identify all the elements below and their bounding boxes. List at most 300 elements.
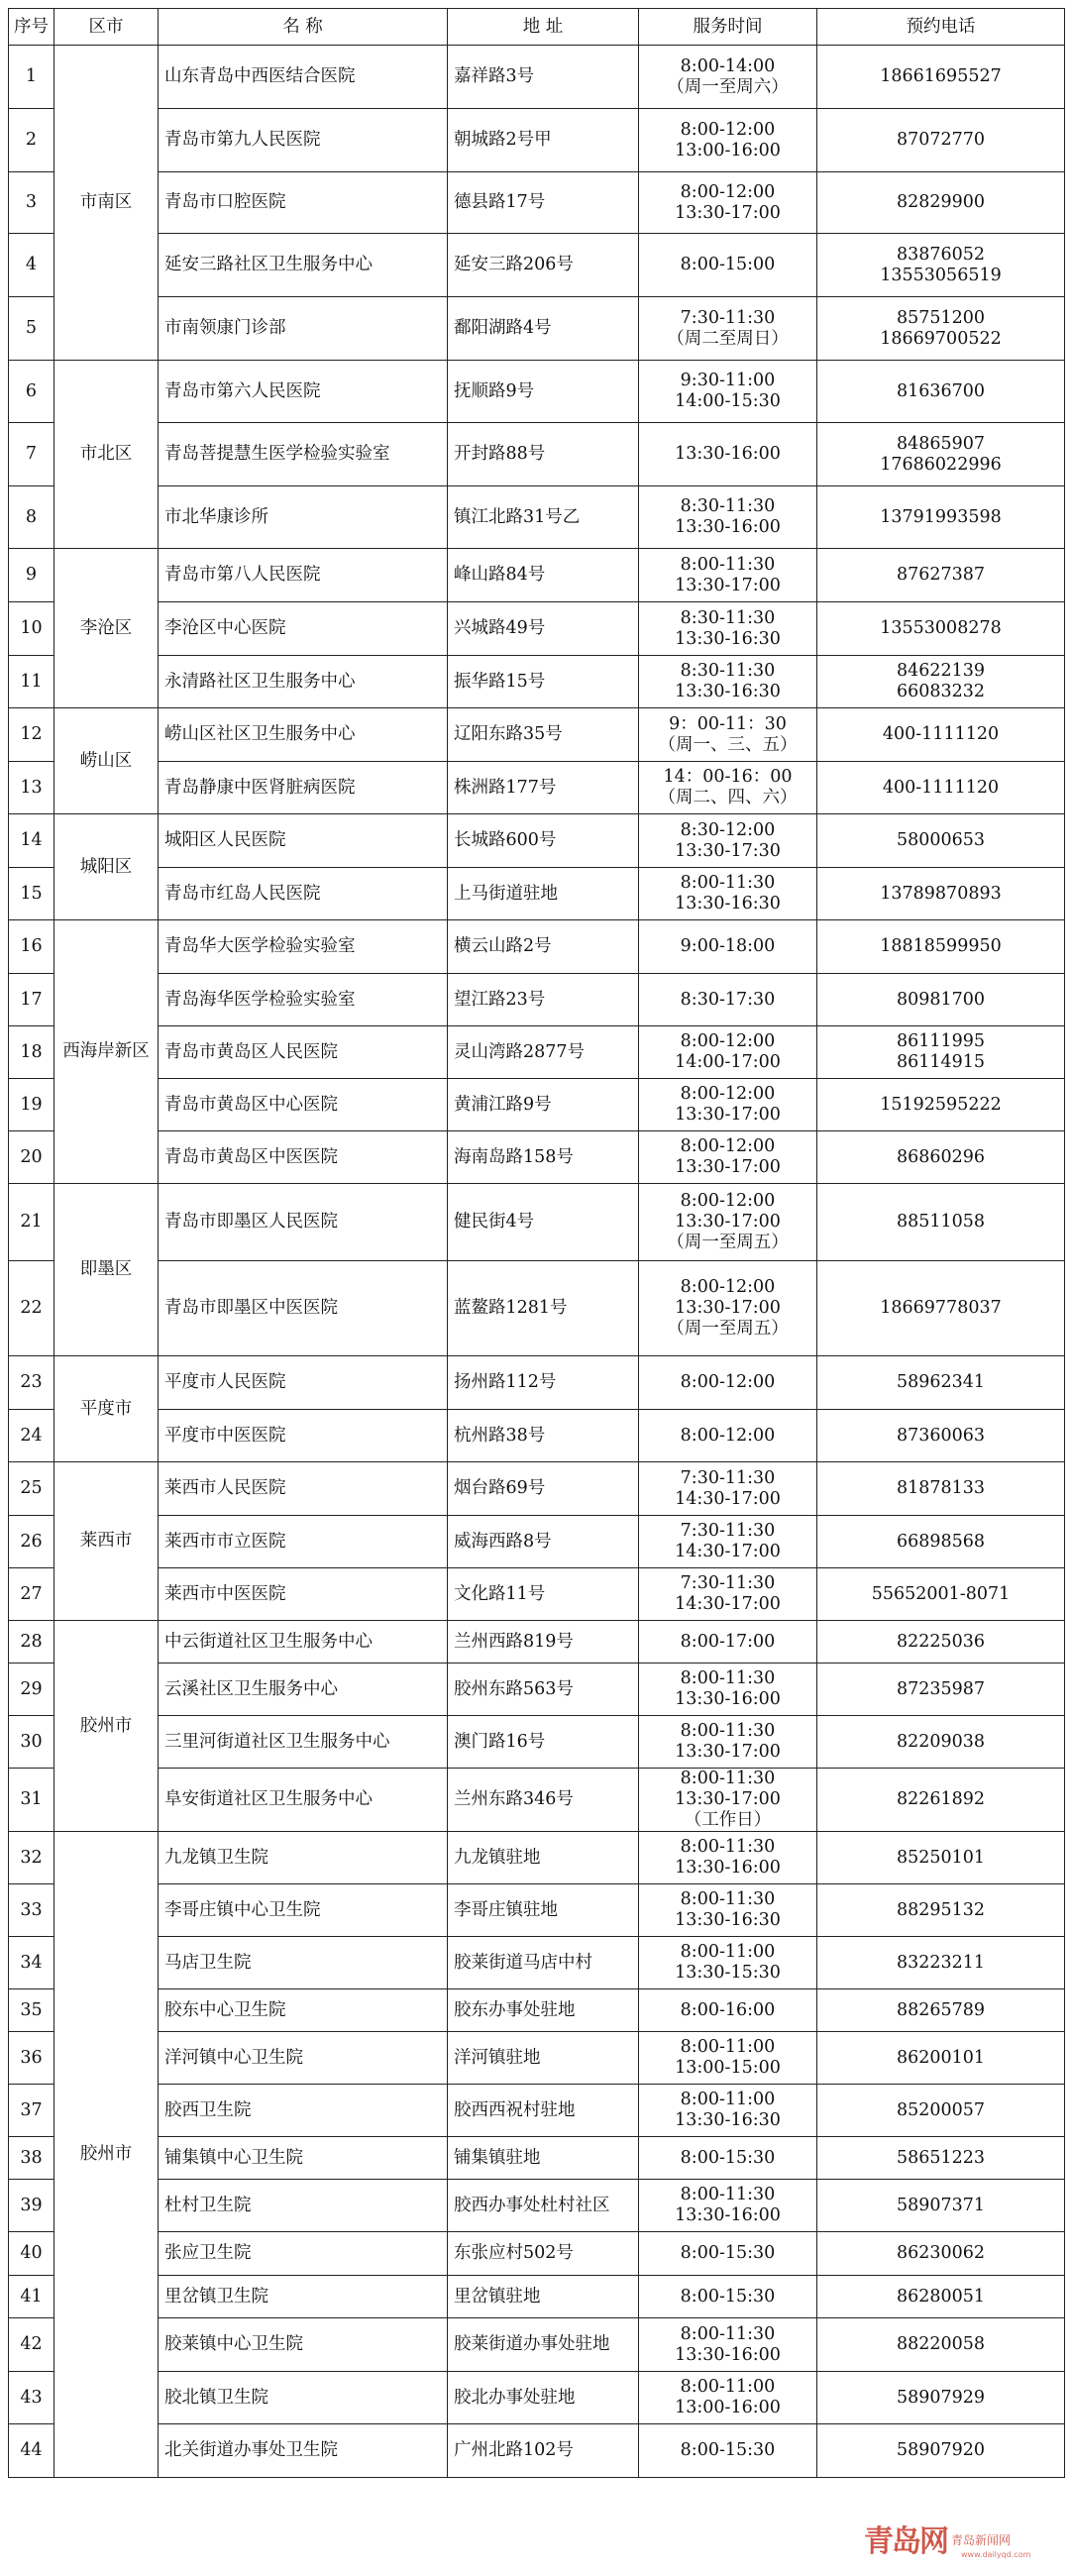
time-line: 8:00-11:30 [680,1889,776,1909]
time-line: 8:00-15:30 [680,2286,776,2307]
phone-line: 15192595222 [880,1094,1002,1115]
table-row [9,1989,1065,2032]
time-line: 8:00-15:30 [680,2440,776,2460]
cell-name: 永清路社区卫生服务中心 [159,656,448,708]
cell-phone [817,2232,1065,2276]
phone-line: 84865907 [896,433,986,454]
cell-address: 兴城路49号 [448,602,639,656]
cell-phone [817,1462,1065,1516]
time-line: （周二至周日） [667,328,789,349]
table-row [9,974,1065,1026]
table-body [9,46,1065,2478]
cell-name: 胶西卫生院 [159,2085,448,2137]
cell-address: 株洲路177号 [448,762,639,814]
cell-name: 铺集镇中心卫生院 [159,2137,448,2180]
phone-line: 88511058 [896,1212,986,1232]
cell-time [639,2318,817,2372]
cell-address: 兰州东路346号 [448,1769,639,1832]
cell-time [639,46,817,109]
cell-phone [817,1716,1065,1769]
phone-line: 58907371 [896,2195,986,2215]
time-line: 13:30-16:00 [675,444,781,464]
table-row [9,868,1065,920]
cell-seq: 23 [9,1356,54,1410]
cell-phone [817,1664,1065,1716]
phone-line: 86114915 [896,1052,986,1072]
phone-line: 66083232 [896,682,986,701]
cell-phone [817,2180,1065,2232]
cell-address: 开封路88号 [448,423,639,486]
phone-line: 17686022996 [880,454,1002,475]
cell-seq: 42 [9,2318,54,2372]
time-line: 8:00-16:00 [680,1999,776,2020]
cell-seq: 15 [9,868,54,920]
time-line: 8:00-11:30 [680,1769,776,1788]
phone-line: 86111995 [896,1031,986,1051]
cell-phone [817,814,1065,868]
cell-seq: 21 [9,1184,54,1261]
time-line: 8:00-11:30 [680,2185,776,2204]
cell-time [639,1261,817,1356]
table-row [9,2137,1065,2180]
cell-phone [817,423,1065,486]
cell-district: 胶州市 [54,1621,159,1832]
cell-address: 威海西路8号 [448,1516,639,1568]
table-row [9,1261,1065,1356]
header-phone: 预约电话 [817,9,1065,46]
cell-time [639,234,817,297]
cell-time [639,423,817,486]
cell-phone [817,1026,1065,1079]
cell-seq: 10 [9,602,54,656]
time-line: 8:00-12:00 [680,119,776,140]
cell-district: 莱西市 [54,1462,159,1621]
cell-phone [817,1568,1065,1621]
cell-address: 东张应村502号 [448,2232,639,2276]
cell-address: 海南岛路158号 [448,1131,639,1184]
cell-seq: 1 [9,46,54,109]
cell-phone [817,1261,1065,1356]
phone-line: 82209038 [896,1731,986,1752]
cell-name: 中云街道社区卫生服务中心 [159,1621,448,1664]
table-row [9,172,1065,234]
cell-time [639,2085,817,2137]
phone-line: 58907929 [896,2387,986,2408]
cell-district: 崂山区 [54,708,159,814]
cell-name: 李哥庄镇中心卫生院 [159,1884,448,1937]
phone-line: 84622139 [896,661,986,681]
cell-time [639,109,817,172]
table-row [9,2180,1065,2232]
table-row [9,1184,1065,1261]
time-line: 8:00-12:00 [680,1031,776,1051]
time-line: 13:30-16:30 [675,1910,781,1930]
cell-seq: 33 [9,1884,54,1937]
time-line: 13:00-16:00 [675,140,781,161]
time-line: 8:00-12:00 [680,1277,776,1297]
time-line: 13:30-16:00 [675,2344,781,2365]
cell-address: 文化路11号 [448,1568,639,1621]
cell-address: 健民街4号 [448,1184,639,1261]
cell-name: 青岛菩提慧生医学检验实验室 [159,423,448,486]
cell-address: 灵山湾路2877号 [448,1026,639,1079]
header-time: 服务时间 [639,9,817,46]
cell-phone [817,234,1065,297]
cell-name: 青岛海华医学检验实验室 [159,974,448,1026]
cell-time [639,2424,817,2478]
phone-line: 83876052 [896,244,986,265]
phone-line: 58962341 [896,1372,986,1392]
time-line: 8:00-11:30 [680,2323,776,2344]
time-line: 8:30-11:30 [680,496,776,516]
phone-line: 83223211 [896,1952,986,1973]
cell-name: 城阳区人民医院 [159,814,448,868]
phone-line: 87627387 [896,565,986,585]
table-row [9,1356,1065,1410]
time-line: 13:30-16:30 [675,2110,781,2130]
time-line: 13:30-16:00 [675,517,781,537]
cell-address: 李哥庄镇驻地 [448,1884,639,1937]
table-row [9,1769,1065,1832]
cell-name: 胶莱镇中心卫生院 [159,2318,448,2372]
table-row [9,2372,1065,2424]
phone-line: 81878133 [896,1478,986,1498]
cell-seq: 36 [9,2032,54,2085]
cell-phone [817,708,1065,762]
cell-name: 莱西市人民医院 [159,1462,448,1516]
phone-line: 18661695527 [880,66,1002,86]
cell-address: 胶西西祝村驻地 [448,2085,639,2137]
phone-line: 13791993598 [880,506,1002,527]
cell-seq: 19 [9,1079,54,1131]
cell-phone [817,2032,1065,2085]
phone-line: 86230062 [896,2243,986,2263]
cell-time [639,2137,817,2180]
cell-name: 崂山区社区卫生服务中心 [159,708,448,762]
cell-time [639,172,817,234]
time-line: 7:30-11:30 [680,1467,776,1488]
phone-line: 58000653 [896,830,986,850]
cell-name: 青岛市第九人民医院 [159,109,448,172]
table-row [9,109,1065,172]
phone-line: 87235987 [896,1678,986,1699]
time-line: 8:30-12:00 [680,819,776,840]
cell-time [639,1884,817,1937]
time-line: 8:00-11:30 [680,1721,776,1741]
table-row [9,1568,1065,1621]
cell-seq: 41 [9,2276,54,2318]
phone-line: 13789870893 [880,883,1002,904]
watermark-logo [862,2524,1060,2570]
time-line: 7:30-11:30 [680,1573,776,1593]
cell-address: 胶东办事处驻地 [448,1989,639,2032]
phone-line: 86280051 [896,2286,986,2307]
cell-address: 望江路23号 [448,974,639,1026]
cell-time [639,1769,817,1832]
cell-seq: 25 [9,1462,54,1516]
time-line: 13:30-15:30 [675,1963,781,1983]
time-line: 13:30-16:00 [675,1858,781,1878]
time-line: 14：00-16：00 [663,767,793,787]
cell-seq: 43 [9,2372,54,2424]
cell-address: 烟台路69号 [448,1462,639,1516]
cell-time [639,656,817,708]
time-line: 13:30-17:00 [675,1742,781,1762]
table-row [9,1937,1065,1989]
cell-name: 青岛市即墨区中医医院 [159,1261,448,1356]
cell-address: 镇江北路31号乙 [448,486,639,549]
cell-time [639,1989,817,2032]
cell-phone [817,297,1065,361]
cell-time [639,1568,817,1621]
cell-seq: 26 [9,1516,54,1568]
cell-address: 辽阳东路35号 [448,708,639,762]
cell-seq: 12 [9,708,54,762]
cell-name: 莱西市市立医院 [159,1516,448,1568]
table-row [9,1516,1065,1568]
cell-time [639,2232,817,2276]
time-line: 13:30-17:00 [675,1298,781,1318]
time-line: 13:00-16:00 [675,2398,781,2417]
header-district: 区市 [54,9,159,46]
cell-name: 市北华康诊所 [159,486,448,549]
cell-address: 上马街道驻地 [448,868,639,920]
table-row [9,1832,1065,1884]
cell-seq: 39 [9,2180,54,2232]
cell-seq: 8 [9,486,54,549]
cell-seq: 9 [9,549,54,602]
cell-name: 青岛市黄岛区人民医院 [159,1026,448,1079]
cell-address: 鄱阳湖路4号 [448,297,639,361]
cell-name: 青岛市第八人民医院 [159,549,448,602]
cell-time [639,297,817,361]
cell-seq: 7 [9,423,54,486]
cell-seq: 24 [9,1410,54,1462]
time-line: 8:00-12:00 [680,1136,776,1156]
cell-address: 抚顺路9号 [448,361,639,423]
time-line: 8:00-15:00 [680,255,776,274]
cell-district: 市北区 [54,361,159,549]
cell-address: 延安三路206号 [448,234,639,297]
cell-address: 杭州路38号 [448,1410,639,1462]
cell-name: 杜村卫生院 [159,2180,448,2232]
phone-line: 85200057 [896,2099,986,2120]
cell-phone [817,109,1065,172]
cell-phone [817,2137,1065,2180]
phone-line: 85751200 [896,307,986,328]
time-line: 8:00-11:30 [680,554,776,575]
time-line: 9:00-18:00 [680,936,776,956]
cell-phone [817,1516,1065,1568]
phone-line: 88265789 [896,1999,986,2020]
cell-seq: 6 [9,361,54,423]
cell-name: 马店卫生院 [159,1937,448,1989]
cell-name: 阜安街道社区卫生服务中心 [159,1769,448,1832]
cell-phone [817,1884,1065,1937]
time-line: 8:00-11:00 [680,2090,776,2109]
phone-line: 80981700 [896,989,986,1010]
cell-name: 青岛市黄岛区中心医院 [159,1079,448,1131]
cell-seq: 34 [9,1937,54,1989]
cell-phone [817,2424,1065,2478]
cell-name: 平度市人民医院 [159,1356,448,1410]
cell-phone [817,1410,1065,1462]
table-row [9,1131,1065,1184]
time-line: 13:30-17:00 [675,1212,781,1232]
cell-district: 市南区 [54,46,159,361]
cell-address: 澳门路16号 [448,1716,639,1769]
cell-phone [817,2085,1065,2137]
cell-time [639,814,817,868]
cell-time [639,361,817,423]
cell-phone [817,920,1065,974]
phone-line: 87072770 [896,130,986,150]
cell-time [639,1716,817,1769]
time-line: 8:30-17:30 [680,989,776,1010]
cell-time [639,1664,817,1716]
cell-phone [817,46,1065,109]
cell-address: 朝城路2号甲 [448,109,639,172]
cell-name: 青岛市黄岛区中医医院 [159,1131,448,1184]
cell-phone [817,549,1065,602]
cell-phone [817,2372,1065,2424]
time-line: 8:30-11:30 [680,661,776,681]
cell-phone [817,656,1065,708]
cell-address: 扬州路112号 [448,1356,639,1410]
time-line: 8:00-12:00 [680,1372,776,1392]
cell-address: 振华路15号 [448,656,639,708]
cell-time [639,974,817,1026]
time-line: 8:00-11:00 [680,2377,776,2397]
table-row [9,1664,1065,1716]
cell-name: 胶北镇卫生院 [159,2372,448,2424]
time-line: （周一至周五） [667,1319,789,1339]
cell-name: 张应卫生院 [159,2232,448,2276]
cell-time [639,1026,817,1079]
cell-seq: 27 [9,1568,54,1621]
cell-address: 长城路600号 [448,814,639,868]
table-row [9,1079,1065,1131]
time-line: 13:30-16:30 [675,682,781,701]
cell-phone [817,1356,1065,1410]
cell-name: 延安三路社区卫生服务中心 [159,234,448,297]
phone-line: 81636700 [896,380,986,401]
cell-name: 青岛市口腔医院 [159,172,448,234]
cell-phone [817,1079,1065,1131]
cell-address: 横云山路2号 [448,920,639,974]
time-line: 14:30-17:00 [675,1488,781,1509]
table-row [9,2232,1065,2276]
time-line: 7:30-11:30 [680,307,776,328]
cell-name: 北关街道办事处卫生院 [159,2424,448,2478]
time-line: 8:00-12:00 [680,1191,776,1211]
cell-address: 胶莱街道马店中村 [448,1937,639,1989]
time-line: 13:00-15:00 [675,2058,781,2078]
cell-seq: 37 [9,2085,54,2137]
table-row [9,1716,1065,1769]
watermark-main: 青岛网 [864,2524,947,2559]
cell-time [639,1832,817,1884]
cell-seq: 29 [9,1664,54,1716]
time-line: 13:30-16:00 [675,2205,781,2225]
cell-seq: 40 [9,2232,54,2276]
cell-name: 莱西市中医医院 [159,1568,448,1621]
time-line: 9:30-11:00 [680,371,776,390]
cell-name: 李沧区中心医院 [159,602,448,656]
cell-time [639,1937,817,1989]
time-line: 8:30-11:30 [680,607,776,628]
cell-district: 城阳区 [54,814,159,920]
cell-phone [817,868,1065,920]
table-row [9,1884,1065,1937]
cell-time [639,2032,817,2085]
cell-time [639,868,817,920]
cell-address: 蓝鳌路1281号 [448,1261,639,1356]
hospital-table [8,8,1065,2478]
cell-seq: 28 [9,1621,54,1664]
header-address: 地 址 [448,9,639,46]
phone-line: 82261892 [896,1789,986,1809]
cell-phone [817,1184,1065,1261]
cell-phone [817,2276,1065,2318]
phone-line: 86200101 [896,2047,986,2068]
cell-seq: 16 [9,920,54,974]
cell-name: 平度市中医医院 [159,1410,448,1462]
time-line: 8:00-11:30 [680,1668,776,1688]
cell-address: 嘉祥路3号 [448,46,639,109]
cell-seq: 13 [9,762,54,814]
time-line: 13:30-16:30 [675,894,781,913]
table-row [9,1621,1065,1664]
phone-line: 400-1111120 [882,777,1000,798]
phone-line: 58907920 [896,2440,986,2460]
time-line: 8:00-12:00 [680,1425,776,1446]
phone-line: 18669778037 [880,1298,1002,1318]
table-row [9,708,1065,762]
cell-district: 西海岸新区 [54,920,159,1184]
cell-time [639,2372,817,2424]
cell-phone [817,1937,1065,1989]
cell-address: 黄浦江路9号 [448,1079,639,1131]
phone-line: 85250101 [896,1847,986,1868]
cell-phone [817,762,1065,814]
cell-address: 里岔镇驻地 [448,2276,639,2318]
cell-name: 青岛静康中医肾脏病医院 [159,762,448,814]
table-row [9,2032,1065,2085]
cell-name: 里岔镇卫生院 [159,2276,448,2318]
cell-phone [817,1989,1065,2032]
cell-phone [817,1769,1065,1832]
phone-line: 55652001-8071 [871,1583,1011,1604]
cell-district: 李沧区 [54,549,159,708]
table-row [9,656,1065,708]
cell-name: 三里河街道社区卫生服务中心 [159,1716,448,1769]
cell-time [639,1131,817,1184]
cell-seq: 3 [9,172,54,234]
cell-seq: 44 [9,2424,54,2478]
table-row [9,361,1065,423]
time-line: （周一、三、五） [658,734,798,755]
table-row [9,2276,1065,2318]
table-row [9,1462,1065,1516]
cell-seq: 2 [9,109,54,172]
cell-seq: 14 [9,814,54,868]
cell-name: 市南领康门诊部 [159,297,448,361]
table-row [9,2318,1065,2372]
table-row [9,234,1065,297]
watermark-url: www.dailyqd.com [961,2550,1031,2559]
time-line: 13:30-17:00 [675,1105,781,1125]
